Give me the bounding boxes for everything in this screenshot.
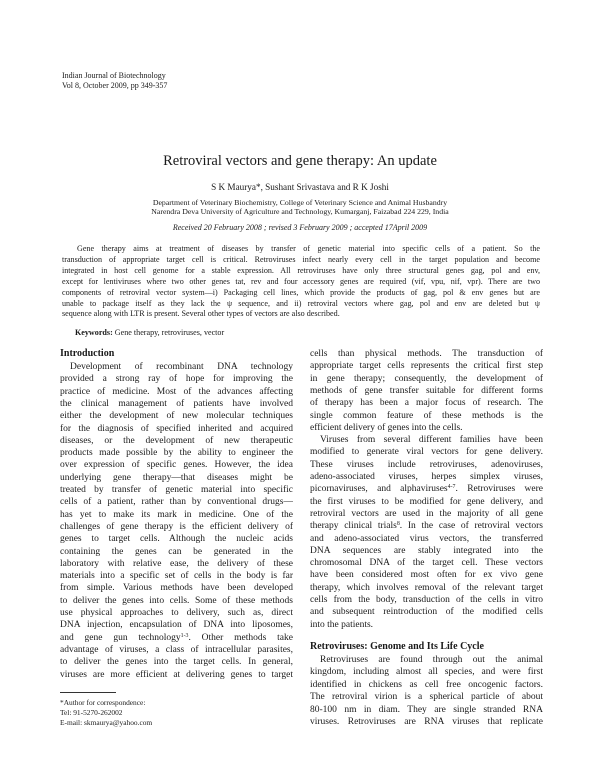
body-line: to deliver the genes into cells. Some of these methods [60,595,293,606]
body-line: products made possible by the ability to engineer the [60,448,293,459]
received-dates: Received 20 February 2008 ; revised 3 February 2009 ; accepted 17April 2009 [172,223,428,232]
body-line: have been considered most often for ex vivo gene [310,570,543,581]
text-segment: therapy clinical trials [310,521,397,532]
abstract-line: components of retroviral vector system—i) Packaging cell lines, which provide the products of gag, pol & env genes but are [62,287,540,297]
body-line: of therapy has been a major focus of research. The [310,398,543,409]
body-line: Retroviruses are found through out the animal [320,655,543,665]
footnote-line: E-mail: skmaurya@yahoo.com [60,718,153,727]
abstract-line: except for lentiviruses where two other genes tat, rev and four accessory genes are required (vif, vpu, nif, vpr). There are two [62,276,540,286]
abstract-line: integrated in host cell genome for a stable expression. All retroviruses have only three structural genes gag, pol and env, [62,265,540,275]
abstract-line: unable to package itself as they lack the ψ sequence, and ii) retroviral vectors where gag, pol and env are deleted but ψ [62,298,540,308]
body-line [60,632,293,644]
body-line: to deliver the genes into the target cells. In general, [60,657,293,668]
abstract-line: sequence along with LTR is present. Several other types of vectors are also described. [62,309,340,319]
body-line: practice of medicine. Most of the advances affecting [60,386,293,397]
affiliation-line: Narendra Deva University of Agriculture and Technology, Kumarganj, Faizabad 224 229, India [151,207,449,216]
body-line: underlying gene therapy—that diseases might be [60,472,293,483]
text-segment: . Retroviruses were [455,484,543,495]
body-line: modified to generate viral vectors for gene delivery. [310,447,543,458]
body-line: treated by transfer of genetic material into specific [60,485,293,495]
affiliation-line: Department of Veterinary Biochemistry, College of Veterinary Science and Animal Husbandry [152,198,448,207]
body-line: has yet to make its mark in medicine. One of the [60,509,293,520]
journal-issue: Vol 8, October 2009, pp 349-357 [62,81,168,90]
body-line: laboratory with relative ease, the delivery of these [60,558,293,569]
body-line: the first viruses to be modified for gene delivery, and [310,496,543,507]
body-line: containing the genes can be generated in the [60,546,293,557]
body-line: into the patients. [310,619,374,630]
body-line: provided a strong ray of hope for improving the [60,374,293,385]
abstract-line: Gene therapy aims at treatment of diseases by transfer of genetic material into specific cells of a patient. So the [77,244,540,253]
body-line [310,520,543,532]
citation-superscript: 1-3 [180,632,189,639]
body-line: for the diagnosis of specified inherited and acquired [60,423,293,434]
body-line: diseases, or the development of new therapeutic [60,435,293,446]
body-line: advantage of viruses, a class of intracellular parasites, [60,644,293,655]
body-line: from simple. Various methods have been developed [60,583,293,594]
body-line: use physical approaches to delivery, such as, direct [60,608,293,618]
body-line: the clinical management of patients have involved [60,398,293,409]
body-line: efficient delivery of genes into the cells. [310,422,463,433]
citation-superscript: 4-7 [447,484,456,491]
body-line: therapy, which involves removal of the relevant target [310,582,543,593]
body-line: DNA injection, encapsulation of DNA into liposomes, [60,620,293,631]
keywords-label: Keywords: [75,328,113,337]
body-line: DNA sequences are stably integrated into the [310,545,543,556]
body-line: retroviral vectors are used in the majority of all gene [310,508,543,519]
body-line: and adeno-associated virus vectors, the transferred [310,533,543,544]
body-line: adeno-associated viruses, herpes simplex viruses, [310,472,543,482]
section-heading-retroviruses: Retroviruses: Genome and Its Life Cycle [310,641,484,652]
body-line: either the development of new molecular techniques [60,411,293,422]
body-line: identified in chickens as cell free oncogenic factors. [310,679,543,690]
body-line: materials into a specific set of cells in the body is far [60,571,293,582]
body-line: viruses are more efficient at delivering genes to target [60,669,293,680]
body-line: Viruses from several different families have been [320,435,543,446]
body-line: cells from the body, transduction of the cells in vitro [310,595,543,605]
body-line: over expression of specific genes. However, the idea [60,460,293,471]
body-line: genes to target cells. Although the nucleic acids [60,534,293,545]
body-line: viruses. Retroviruses are RNA viruses that replicate [310,717,543,727]
body-line: 80-100 nm in diam. They are single stranded RNA [310,704,543,715]
footnote-line: *Author for correspondence: [60,698,146,707]
body-line: chromosomal DNA of the target cell. These vectors [310,558,543,569]
keywords-value: Gene therapy, retroviruses, vector [114,328,225,337]
journal-name: Indian Journal of Biotechnology [62,71,166,80]
text-segment: . In the case of retroviral vectors [399,521,543,532]
footnote-line: Tel: 91-5270-262002 [60,708,123,717]
section-heading-introduction: Introduction [60,348,115,359]
body-line: in gene therapy; consequently, the development of [310,373,543,384]
footnote-separator [60,692,116,693]
text-segment: and gene gun technology [60,632,181,643]
body-line: challenges of gene therapy is the efficient delivery of [60,521,293,532]
body-line: and subsequent reintroduction of the modified cells [310,607,543,618]
body-line: single common feature of these methods is the [310,410,543,421]
body-line: The retroviral virion is a spherical particle of about [310,692,543,703]
authors: S K Maurya*, Sushant Srivastava and R K Joshi [211,182,389,192]
paper-title: Retroviral vectors and gene therapy: An update [163,153,437,169]
body-line: kingdom, including almost all species, and were first [310,667,543,678]
text-segment: picornaviruses, and alphaviruses [310,484,448,495]
keywords [75,327,224,338]
body-line: cells than physical methods. The transduction of [310,349,543,359]
abstract-line: transduction of appropriate target cell is critical. Retroviruses infect nearly every cell in the target population and become [62,254,540,264]
body-line: appropriate target cells represents the critical first step [310,361,543,372]
body-line: cells of a patient, rather than by conventional drugs— [60,497,293,508]
body-line [310,483,543,495]
citation-superscript: 8 [396,521,400,528]
body-line: methods of gene transfer suitable for different forms [310,385,543,396]
text-segment: . Other methods take [188,632,293,643]
body-line: Development of recombinant DNA technology [70,362,293,372]
body-line: These viruses include retroviruses, adenoviruses, [310,459,543,470]
